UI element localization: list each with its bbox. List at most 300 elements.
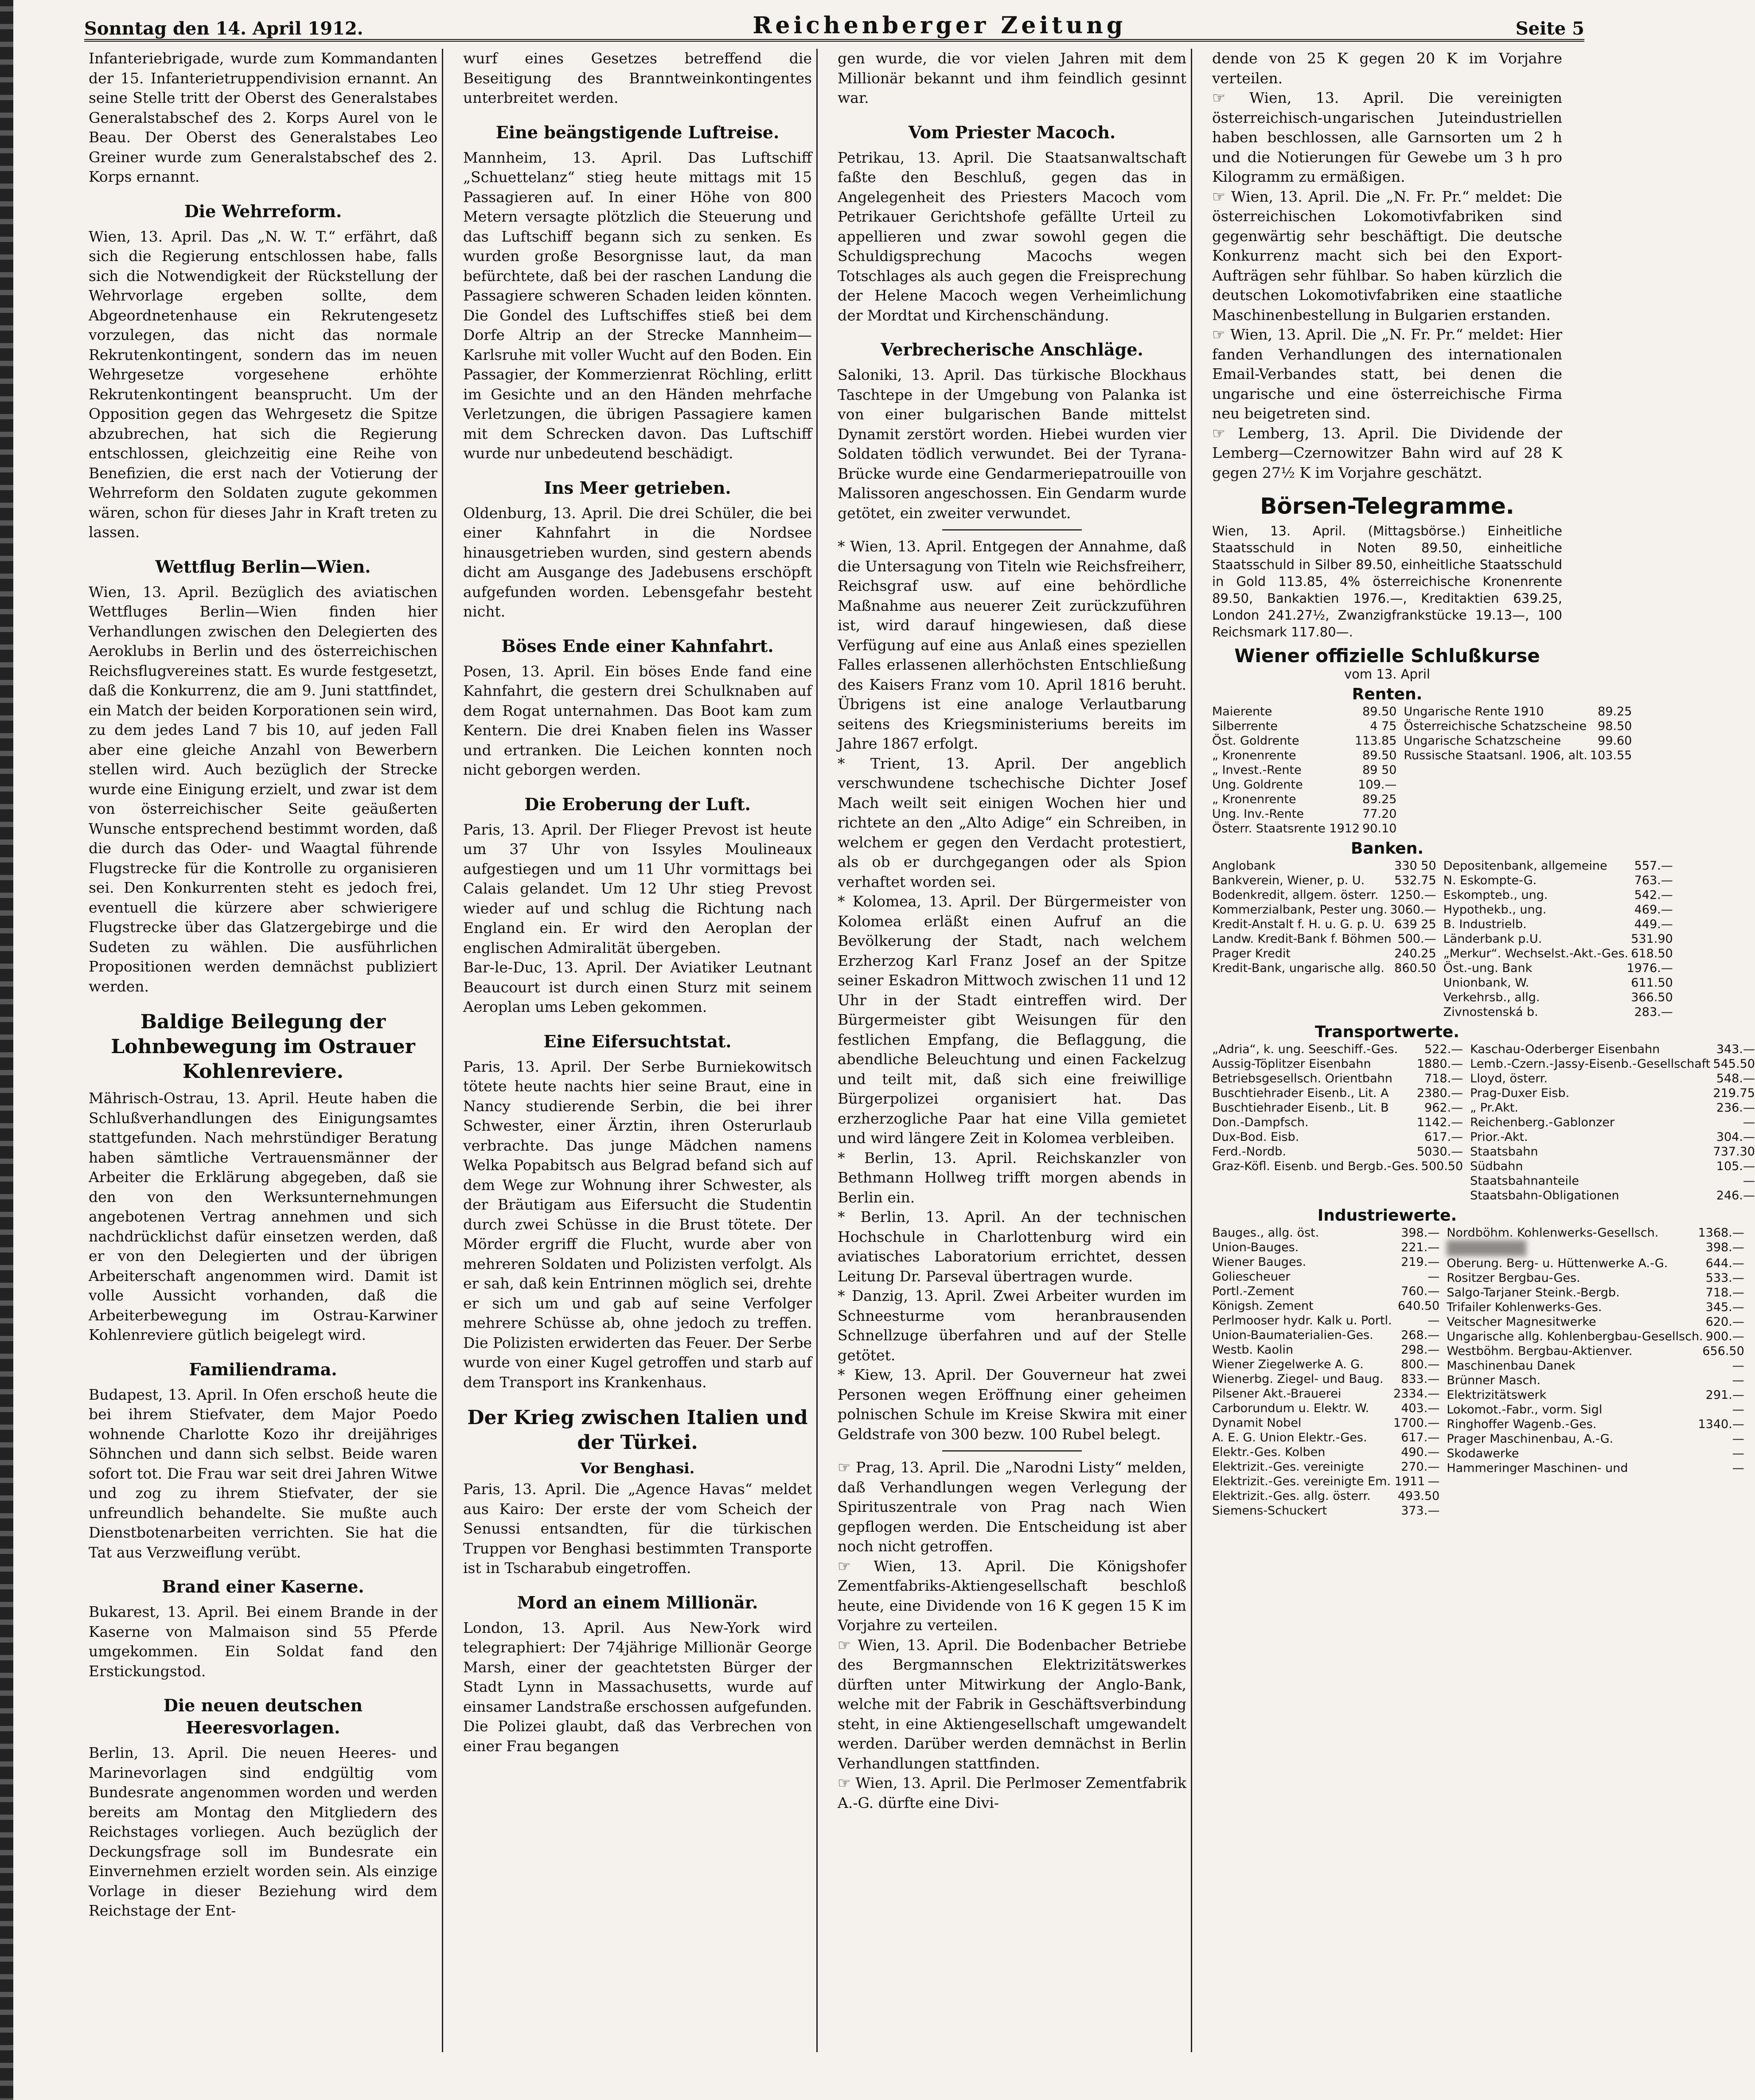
security-name: Kredit-Bank, ungarische allg. [1212, 961, 1384, 975]
table-row [1470, 1130, 1755, 1144]
table-row [1447, 1446, 1744, 1461]
security-price: — [1743, 1116, 1755, 1129]
table-row [1447, 1256, 1744, 1271]
security-price: 640.50 [1397, 1299, 1440, 1313]
table-column [1404, 704, 1632, 836]
news-item: * Wien, 13. April. Entgegen der Annahme, daß die Untersagung von Titeln wie Reichsfreiherr, Reichsgraf usw. auf eine behördliche Maßnahme aus neuerer Zeit zurückzuführen ist, wird darauf hingewiesen, daß diese Verfügung auf eine aus Anlaß eines speziellen Falles erlassenen allerhöchsten Entschließung des Kaisers Franz vom 10. April 1816 beruht. Übrigens ist eine analoge Verlautbarung seitens des Kriegsministeriums bereits im Jahre 1867 erfolgt. [838, 538, 1186, 752]
section-renten: Renten. [1352, 685, 1423, 703]
security-price: 398.— [1705, 1241, 1744, 1254]
security-name: N. Eskompte-G. [1443, 874, 1537, 887]
table-row [1447, 1315, 1744, 1329]
binding-edge [0, 0, 13, 2100]
table-row [1443, 888, 1673, 902]
table-row [1212, 1489, 1439, 1503]
table-row [1212, 1071, 1463, 1086]
security-name: Lloyd, österr. [1470, 1072, 1548, 1085]
security-price: 542.— [1634, 888, 1673, 902]
table-row [1447, 1240, 1744, 1256]
security-name: Landw. Kredit-Bank f. Böhmen [1212, 932, 1392, 946]
security-price: 900.— [1705, 1330, 1744, 1343]
table-row [1404, 719, 1632, 734]
table-row [1212, 792, 1396, 807]
table-transport [1212, 1042, 1755, 1203]
security-price: 656.50 [1702, 1344, 1744, 1358]
security-price: 617.— [1401, 1431, 1440, 1444]
table-row [1212, 1269, 1439, 1284]
table-row [1404, 704, 1632, 719]
table-column [1212, 1226, 1439, 1518]
security-name: Elektrizit.-Ges. vereinigte Em. 1911 [1212, 1475, 1425, 1488]
security-price: 99.60 [1598, 734, 1632, 748]
security-name: Veitscher Magnesitwerke [1447, 1315, 1596, 1329]
table-row [1470, 1086, 1755, 1101]
security-name: Dynamit Nobel [1212, 1416, 1302, 1430]
column-1 [84, 49, 443, 2052]
table-row [1212, 1042, 1463, 1057]
columns [84, 49, 1755, 2052]
table-row [1212, 859, 1436, 873]
security-price: 611.50 [1631, 976, 1673, 990]
security-price: 1976.— [1626, 961, 1673, 975]
table-row [1212, 873, 1436, 888]
table-row [1447, 1373, 1744, 1388]
table-row [1443, 917, 1673, 932]
security-name: Graz-Köfl. Eisenb. und Bergb.-Ges. [1212, 1159, 1419, 1173]
section-industrie: Industriewerte. [1317, 1206, 1457, 1225]
security-price: — [1732, 1374, 1744, 1387]
table-renten [1212, 704, 1632, 836]
security-price: 718.— [1424, 1072, 1463, 1085]
security-name: Buschtiehrader Eisenb., Lit. A [1212, 1086, 1389, 1100]
table-row [1212, 1159, 1463, 1174]
table-row [1443, 961, 1673, 976]
security-price: 268.— [1401, 1328, 1440, 1342]
security-name: Öst.-ung. Bank [1443, 961, 1533, 975]
table-row [1212, 719, 1396, 734]
headline-heeresvorlagen: Die neuen deutschen Heeresvorlagen. [163, 1695, 363, 1737]
security-name: Reichenberg.-Gablonzer [1470, 1116, 1615, 1129]
security-price: 109.— [1358, 778, 1397, 792]
security-name: Hammeringer Maschinen- und [1447, 1461, 1628, 1475]
table-row [1212, 1057, 1463, 1071]
article-meer: Oldenburg, 13. April. Die drei Schüler, die bei einer Kahnfahrt in die Nordsee hinausgetrieben wurden, sind gestern abends dicht am Ausgange des Jadebusens erschöpft aufgefunden worden. Lebensgefahr besteht nicht. [463, 504, 812, 620]
security-price: 2380.— [1416, 1086, 1463, 1100]
table-column [1212, 859, 1436, 1019]
article-krieg: Paris, 13. April. Die „Agence Havas“ meldet aus Kairo: Der erste der vom Scheich der Senussi entsandten, für die türkischen Truppen vor Benghasi bestimmten Transporte ist in Tscharabub eingetroffen. [463, 1480, 812, 1577]
table-row [1212, 807, 1396, 821]
security-name: Lokomot.-Fabr., vorm. Sigl [1447, 1403, 1603, 1417]
table-row [1470, 1057, 1755, 1071]
security-price: 760.— [1401, 1284, 1440, 1298]
table-row [1447, 1300, 1744, 1315]
security-price: 291.— [1705, 1388, 1744, 1402]
table-row [1447, 1432, 1744, 1446]
table-row [1447, 1388, 1744, 1402]
table-row [1447, 1358, 1744, 1373]
security-price: 77.20 [1362, 807, 1397, 821]
article-continuation: wurf eines Gesetzes betreffend die Beseitigung des Branntweinkontingentes unterbreitet werden. [463, 50, 812, 106]
headline-familiendrama: Familiendrama. [189, 1359, 337, 1379]
security-price: 833.— [1401, 1372, 1440, 1386]
table-row [1447, 1461, 1744, 1475]
table-row [1447, 1402, 1744, 1417]
security-name: Hypothekb., ung. [1443, 903, 1547, 917]
security-price: 246.— [1716, 1189, 1755, 1202]
security-price: 531.90 [1631, 932, 1673, 946]
headline-priester-macoch: Vom Priester Macoch. [908, 122, 1116, 142]
page-number: Seite 5 [1515, 18, 1584, 39]
security-price: 1700.— [1393, 1416, 1440, 1430]
security-price: 113.85 [1354, 734, 1397, 748]
table-row [1470, 1115, 1755, 1130]
security-name: Union-Bauges. [1212, 1241, 1299, 1254]
security-price: 500.50 [1421, 1159, 1463, 1173]
security-price: 617.— [1424, 1130, 1463, 1144]
article-wettflug: Wien, 13. April. Bezüglich des aviatischen Wettfluges Berlin—Wien finden hier Verhandlungen zwischen den Delegierten des Aeroklubs in Berlin und des österreichischen Reichsflugvereines statt. Es wurde festgesetzt, daß die Konkurrenz, die am 9. Juni stattfindet, ein Match der beiden Korporationen sein wird, zu dem jedes Land 7 bis 10, auf jeden Fall aber eine gleiche Anzahl von Bewerbern stellen wird. Auch bezüglich der Strecke wurde eine Einigung erzielt, und zwar ist dem von österreichischer Seite geäußerten Wunsche entsprechend bestimmt worden, daß die durch das Oder- und Waagtal führende Flugstrecke für die Kontrolle zu organisieren sei. Den Konkurrenten steht es jedoch frei, eventuell die kürzere aber schwierigere Flugstrecke über das Glatzergebirge und die Sudeten zu wählen. Die ausführlichen Propositionen werden demnächst publiziert werden. [89, 583, 437, 995]
table-row [1212, 1357, 1439, 1372]
security-price: 639 25 [1394, 917, 1436, 931]
security-price: 90.10 [1362, 822, 1397, 835]
security-price: 3060.— [1390, 903, 1436, 917]
headline-eroberung-luft: Die Eroberung der Luft. [524, 794, 751, 814]
security-price: 1142.— [1416, 1116, 1463, 1129]
table-row [1212, 1386, 1439, 1401]
security-price: 330 50 [1394, 859, 1436, 873]
table-row [1470, 1159, 1755, 1174]
security-name: Brünner Masch. [1447, 1374, 1541, 1387]
table-row [1212, 1474, 1439, 1489]
table-row [1212, 734, 1396, 748]
table-row [1212, 821, 1396, 836]
news-item: * Trient, 13. April. Der angeblich verschwundene tschechische Dichter Josef Mach weilt seit einigen Wochen hier und richtete an den „Alto Adige“ ein Schreiben, in welchem er gegen den Verdacht protestiert, als ob er durchgegangen oder als Spion verhaftet worden sei. [838, 754, 1186, 890]
column-3 [833, 49, 1192, 2052]
security-price: 304.— [1716, 1130, 1755, 1144]
section-banken: Banken. [1350, 839, 1424, 858]
security-name: Wiener Bauges. [1212, 1255, 1306, 1269]
table-row [1404, 748, 1632, 763]
security-name: Westböhm. Bergbau-Aktienver. [1447, 1344, 1633, 1358]
security-name: Silberrente [1212, 719, 1278, 733]
security-name: „ Pr.Akt. [1470, 1101, 1519, 1115]
security-name: Buschtiehrader Eisenb., Lit. B [1212, 1101, 1389, 1115]
security-price: 2334.— [1393, 1387, 1440, 1401]
security-price: 500.— [1397, 932, 1436, 946]
security-name: Perlmooser hydr. Kalk u. Portl. [1212, 1314, 1392, 1327]
security-name: Salgo-Tarjaner Steink.-Bergb. [1447, 1286, 1620, 1300]
security-name: Bankverein, Wiener, p. U. [1212, 874, 1365, 887]
security-price: 533.— [1705, 1271, 1744, 1285]
table-column [1470, 1042, 1755, 1203]
security-price: 763.— [1634, 874, 1673, 887]
table-row [1212, 1401, 1439, 1416]
security-price: 345.— [1705, 1300, 1744, 1314]
table-row [1447, 1285, 1744, 1300]
article-familiendrama: Budapest, 13. April. In Ofen erschoß heute die bei ihrem Stiefvater, dem Major Poedo wohnende Charlotte Kozo ihr dreijähriges Söhnchen und dann sich selbst. Beide waren sofort tot. Die Frau war seit drei Jahren Witwe und zog zu ihrem Stiefvater, der sie unfreundlich behandelte. Sie mußte auch Dienstbotenarbeiten verrichten. Sie hat die Tat aus Verzweiflung verübt. [89, 1386, 437, 1561]
security-price: 618.50 [1631, 947, 1673, 960]
security-price: 1250.— [1390, 888, 1436, 902]
security-price: 4 75 [1370, 719, 1397, 733]
security-price: 644.— [1705, 1257, 1744, 1270]
headline-luftreise: Eine beängstigende Luftreise. [495, 122, 780, 142]
security-price: 398.— [1401, 1226, 1440, 1240]
security-price: 962.— [1424, 1101, 1463, 1115]
schlusskurse-headline: Wiener offizielle Schlußkurse [1234, 645, 1540, 667]
security-name: Staatsbahn [1470, 1145, 1538, 1159]
security-name: Rositzer Bergbau-Ges. [1447, 1271, 1580, 1285]
table-industrie [1212, 1226, 1744, 1518]
security-price: 283.— [1634, 1005, 1673, 1019]
security-name: Goliescheuer [1212, 1270, 1291, 1284]
header-date: Sonntag den 14. April 1912. [84, 18, 363, 39]
table-row [1212, 1240, 1439, 1255]
security-name: Skodawerke [1447, 1447, 1519, 1460]
security-name: Österreichische Schatzscheine [1404, 719, 1587, 733]
security-price: — [1732, 1461, 1744, 1475]
article-luftreise: Mannheim, 13. April. Das Luftschiff „Schuettelanz“ stieg heute mittags mit 15 Passagieren auf. In einer Höhe von 800 Metern versagte plötzlich die Steuerung und das Luftschiff begann sich zu senken. Es wurden große Besorgnisse laut, da man befürchtete, daß bei der raschen Landung die Passagiere schweren Schaden leiden könnten. Die Gondel des Luftschiffes stieß bei dem Dorfe Altrip an der Strecke Mannheim—Karlsruhe mit voller Wucht auf den Boden. Ein Passagier, der Kommerzienrat Röchling, erlitt im Gesichte und an den Händen mehrfache Verletzungen, die übrigen Passagiere kamen mit dem Schrecken davon. Das Luftschiff wurde nur unbedeutend beschädigt. [463, 148, 812, 462]
table-row [1212, 1115, 1463, 1130]
newspaper-title: Reichenberger Zeitung [753, 12, 1127, 39]
table-row [1470, 1042, 1755, 1057]
table-row [1212, 888, 1436, 902]
article-eroberung-luft-1: Paris, 13. April. Der Flieger Prevost ist heute um 37 Uhr von Issyles Moulineaux aufgestiegen und um 11 Uhr vormittags bei Calais gelandet. Um 12 Uhr stieg Prevost wieder auf und schlug die Richtung nach England ein. Er wird den Aeroplan der englischen Admiralität übergeben. [463, 820, 812, 956]
security-price: 219.75 [1713, 1086, 1755, 1100]
article-lohnbewegung: Mährisch-Ostrau, 13. April. Heute haben die Schlußverhandlungen des Einigungsamtes stattgefunden. Nach mehrstündiger Beratung haben sämtliche Vertrauensmänner der Arbeiter die Erklärung abgegeben, daß sie den von den Werksunternehmungen angebotenen Vertrag annehmen und sich nachdrücklichst dafür einsetzen werden, daß er von den Delegierten und der übrigen Arbeiterschaft angenommen wird. Damit ist volle Aussicht vorhanden, daß die Arbeiterbewegung im Ostrau-Karwiner Kohlenreviere gütlich beigelegt wird. [89, 1089, 437, 1343]
table-row [1212, 1313, 1439, 1328]
security-name: Don.-Dampfsch. [1212, 1116, 1309, 1129]
security-price: 548.— [1716, 1072, 1755, 1085]
economy-item: ☞ Wien, 13. April. Die Perlmoser Zementfabrik A.-G. dürfte eine Divi- [838, 1774, 1186, 1811]
table-column [1212, 704, 1396, 836]
economy-item: ☞ Wien, 13. April. Die „N. Fr. Pr.“ meldet: Hier fanden Verhandlungen des internationalen Email-Verbandes statt, bei denen die ungarische und eine österreichische Firma neu beigetreten sind. [1212, 326, 1562, 422]
security-name: Prager Kredit [1212, 947, 1291, 960]
security-name: Lemb.-Czern.-Jassy-Eisenb.-Gesellschaft [1470, 1057, 1711, 1071]
security-price: 493.50 [1397, 1489, 1440, 1503]
economy-item: ☞ Wien, 13. April. Die Königshofer Zementfabriks-Aktiengesellschaft beschloß heute, eine Dividende von 16 K gegen 15 K im Vorjahre zu verteilen. [838, 1557, 1186, 1634]
article-wehrreform: Wien, 13. April. Das „N. W. T.“ erfährt, daß sich die Regierung entschlossen habe, falls sich die Notwendigkeit der Rückstellung der Wehrvorlage ergeben sollte, dem Abgeordnetenhause ein Rekrutengesetz vorzulegen, das nicht das normale Rekrutenkontingent, sondern das im neuen Wehrgesetze vorgesehene erhöhte Rekrutenkontingent beansprucht. Um der Opposition gegen das Wehrgesetz die Spitze abzubrechen, hat sich die Regierung entschlossen, gleichzeitig eine Reihe von Benefizien, die erst nach der Votierung der Wehrreform den Soldaten zugute gekommen wären, schon für dieses Jahr in Kraft treten zu lassen. [89, 227, 437, 541]
table-row [1212, 704, 1396, 719]
headline-anschlaege: Verbrecherische Anschläge. [881, 340, 1143, 359]
schlusskurse-date: vom 13. April [1344, 667, 1430, 682]
headline-eifersuchtstat: Eine Eifersuchtstat. [543, 1031, 732, 1051]
headline-krieg: Der Krieg zwischen Italien und der Türkei. [467, 1406, 808, 1454]
security-name: Elektrizitätswerk [1447, 1388, 1547, 1402]
economy-item: ☞ Prag, 13. April. Die „Narodni Listy“ melden, daß Verhandlungen wegen Verlegung der Spirituszentrale von Prag nach Wien gepflogen werden. Die Entscheidung ist aber noch nicht getroffen. [838, 1459, 1186, 1555]
security-price: 89.25 [1362, 792, 1397, 806]
economy-item: ☞ Lemberg, 13. April. Die Dividende der Lemberg—Czernowitzer Bahn wird auf 28 K gegen 27½ K im Vorjahre geschätzt. [1212, 424, 1562, 481]
table-row [1212, 1343, 1439, 1357]
security-name: Ringhoffer Wagenb.-Ges. [1447, 1417, 1597, 1431]
table-row [1212, 1086, 1463, 1101]
headline-kahnfahrt: Böses Ende einer Kahnfahrt. [501, 636, 774, 656]
headline-mord: Mord an einem Millionär. [517, 1592, 758, 1612]
security-price: 490.— [1401, 1445, 1440, 1459]
security-name: „ Kronenrente [1212, 749, 1296, 762]
security-name: Bauges., allg. öst. [1212, 1226, 1319, 1240]
headline-wehrreform: Die Wehrreform. [184, 201, 342, 221]
security-name: Aussig-Töplitzer Eisenbahn [1212, 1057, 1371, 1071]
security-name: Portl.-Zement [1212, 1284, 1295, 1298]
blurred-text [1447, 1240, 1526, 1256]
security-price: 89.50 [1362, 705, 1397, 718]
news-item: * Danzig, 13. April. Zwei Arbeiter wurden im Schneesturme vom heranbrausenden Schnellzuge überfahren und auf der Stelle getötet. [838, 1287, 1186, 1364]
table-row [1212, 1416, 1439, 1430]
table-row [1212, 1503, 1439, 1518]
security-name: Staatsbahn-Obligationen [1470, 1189, 1619, 1202]
table-row [1470, 1174, 1755, 1188]
security-price: 620.— [1705, 1315, 1744, 1329]
table-row [1447, 1329, 1744, 1344]
security-name: Depositenbank, allgemeine [1443, 859, 1607, 873]
table-row [1447, 1417, 1744, 1432]
table-row [1404, 734, 1632, 748]
security-price: 469.— [1634, 903, 1673, 917]
security-price: 737.30 [1713, 1145, 1755, 1159]
security-price: 718.— [1705, 1286, 1744, 1300]
security-price: — [1427, 1314, 1440, 1327]
security-price: — [1732, 1447, 1744, 1460]
table-row [1212, 1101, 1463, 1115]
security-name: Zivnostenská b. [1443, 1005, 1538, 1019]
news-item: * Berlin, 13. April. Reichskanzler von Bethmann Hollweg trifft morgen abends in Berlin ein. [838, 1149, 1186, 1206]
section-transport: Transportwerte. [1315, 1023, 1459, 1041]
security-price: 89.50 [1362, 749, 1397, 762]
table-row [1212, 777, 1396, 792]
article-kahnfahrt: Posen, 13. April. Ein böses Ende fand eine Kahnfahrt, die gestern drei Schulknaben auf dem Rogat unternahmen. Das Boot kam zum Kentern. Die drei Knaben fielen ins Wasser und ertranken. Die Leichen konnten noch nicht geborgen werden. [463, 662, 812, 778]
security-name: Südbahn [1470, 1159, 1523, 1173]
economy-item: ☞ Wien, 13. April. Die Bodenbacher Betriebe des Bergmannschen Elektrizitätswerkes dürften unter Mitwirkung der Anglo-Bank, welche mit der Fabrik in Geschäftsverbindung steht, in eine Aktiengesellschaft umgewandelt werden. Darüber werden demnächst in Berlin Verhandlungen stattfinden. [838, 1636, 1186, 1772]
security-name: Verkehrsb., allg. [1443, 991, 1540, 1004]
article-brand-kaserne: Bukarest, 13. April. Bei einem Brande in der Kaserne von Malmaison sind 55 Pferde umgekommen. Ein Soldat fand den Erstickungstod. [89, 1603, 437, 1680]
security-price: — [1732, 1432, 1744, 1446]
security-name: Anglobank [1212, 859, 1276, 873]
security-name: Länderbank p.U. [1443, 932, 1542, 946]
security-name: Oberung. Berg- u. Hüttenwerke A.-G. [1447, 1257, 1668, 1270]
table-row [1470, 1071, 1755, 1086]
security-name: Wienerbg. Ziegel- und Baug. [1212, 1372, 1384, 1386]
security-price: 103.55 [1590, 749, 1632, 762]
table-row [1443, 976, 1673, 990]
security-name: „ Kronenrente [1212, 792, 1296, 806]
security-price: 1340.— [1698, 1417, 1744, 1431]
article-mord: London, 13. April. Aus New-York wird telegraphiert: Der 74jährige Millionär George Marsh, einer der geachtetsten Bürger der Stadt Lynn in Massachusetts, wurde auf einsamer Landstraße erschossen aufgefunden. Die Polizei glaubt, daß das Verbrechen von einer Frau begangen [463, 1619, 812, 1755]
table-row [1443, 932, 1673, 946]
table-row [1212, 946, 1436, 961]
article-continuation: gen wurde, die vor vielen Jahren mit dem Millionär bekannt und ihm feindlich gesinnt war. [838, 50, 1186, 106]
security-name: Staatsbahnanteile [1470, 1174, 1580, 1188]
table-row [1212, 1372, 1439, 1386]
table-row [1443, 859, 1673, 873]
security-price: 270.— [1401, 1460, 1440, 1474]
security-name: Westb. Kaolin [1212, 1343, 1294, 1357]
security-name: Ferd.-Nordb. [1212, 1145, 1286, 1159]
news-item: * Kiew, 13. April. Der Gouverneur hat zwei Personen wegen Eröffnung einer geheimen polnischen Schule im Kreise Skwira mit einer Geldstrafe von 300 bezw. 100 Rubel belegt. [838, 1366, 1186, 1443]
security-price: 105.— [1716, 1159, 1755, 1173]
table-row [1212, 917, 1436, 932]
table-row [1212, 932, 1436, 946]
security-name: „ Invest.-Rente [1212, 763, 1302, 777]
table-row [1212, 1430, 1439, 1445]
security-price: 403.— [1401, 1401, 1440, 1415]
table-row [1443, 873, 1673, 888]
security-price: 366.50 [1631, 991, 1673, 1004]
security-price: 545.50 [1713, 1057, 1755, 1071]
table-column [1443, 859, 1673, 1019]
security-price: 236.— [1716, 1101, 1755, 1115]
table-row [1470, 1144, 1755, 1159]
security-name: Kredit-Anstalt f. H. u. G. p. U. [1212, 917, 1385, 931]
table-row [1212, 1328, 1439, 1343]
table-row [1212, 902, 1436, 917]
security-name: Betriebsgesellsch. Orientbahn [1212, 1072, 1392, 1085]
table-row [1447, 1344, 1744, 1358]
article-eroberung-luft-2: Bar-le-Duc, 13. April. Der Aviatiker Leutnant Beaucourt ist durch einen Sturz mit seinem Aeroplan ums Leben gekommen. [463, 959, 812, 1015]
security-price: 89.25 [1598, 705, 1632, 718]
security-price: 343.— [1716, 1042, 1755, 1056]
table-row [1212, 1445, 1439, 1460]
security-name [1447, 1240, 1526, 1256]
security-name: Pilsener Akt.-Brauerei [1212, 1387, 1342, 1401]
article-eifersuchtstat: Paris, 13. April. Der Serbe Burniekowitsch tötete heute nachts hier seine Braut, eine in Nancy studierende Serbin, die bei ihrer Schwester, einer Ärztin, ihren Osterurlaub verbrachte. Das junge Mädchen namens Welka Popabitsch aus Belgrad befand sich auf dem Wege zur Wohnung ihrer Schwester, als der Bräutigam aus Eifersucht die Studentin durch zwei Schüsse in die Brust tötete. Der Mörder ergriff die Flucht, wurde aber von mehreren Soldaten und Polizisten verfolgt. Als er sah, daß kein Entrinnen möglich sei, drehte er sich um und gab auf seine Verfolger mehrere Schüsse ab, ohne jedoch zu treffen. Die Polizisten erwiderten das Feuer. Der Serbe wurde von einer Kugel getroffen und starb auf dem Transport ins Krankenhaus. [463, 1058, 812, 1391]
security-price: 298.— [1401, 1343, 1440, 1357]
headline-brand-kaserne: Brand einer Kaserne. [162, 1577, 364, 1596]
table-row [1212, 1255, 1439, 1269]
security-name: Nordböhm. Kohlenwerks-Gesellsch. [1447, 1226, 1659, 1240]
security-price: — [1732, 1403, 1744, 1417]
security-name: Union-Baumaterialien-Ges. [1212, 1328, 1373, 1342]
subheadline-benghasi: Vor Benghasi. [580, 1460, 695, 1477]
column-4 [1208, 49, 1755, 2052]
headline-meer: Ins Meer getrieben. [544, 477, 731, 498]
security-name: Wiener Ziegelwerke A. G. [1212, 1358, 1364, 1371]
security-name: Königsh. Zement [1212, 1299, 1314, 1313]
table-row [1470, 1101, 1755, 1115]
article-continuation: dende von 25 K gegen 20 K im Vorjahre verteilen. [1212, 50, 1562, 87]
headline-wettflug: Wettflug Berlin—Wien. [155, 556, 371, 577]
security-price: 1880.— [1416, 1057, 1463, 1071]
security-price: 219.— [1401, 1255, 1440, 1269]
security-price: — [1427, 1270, 1440, 1284]
headline-lohnbewegung: Baldige Beilegung der Lohnbewegung im Ostrauer Kohlenreviere. [111, 1011, 415, 1083]
table-row [1212, 1130, 1463, 1144]
security-name: Prag-Duxer Eisb. [1470, 1086, 1570, 1100]
divider [942, 1450, 1082, 1452]
security-name: Ung. Goldrente [1212, 778, 1303, 792]
security-name: Carborundum u. Elektr. W. [1212, 1401, 1369, 1415]
table-row [1212, 961, 1436, 976]
security-name: „Adria“, k. ung. Seeschiff.-Ges. [1212, 1042, 1398, 1056]
security-price: 449.— [1634, 917, 1673, 931]
security-price: 240.25 [1394, 947, 1436, 960]
security-name: Prior.-Akt. [1470, 1130, 1528, 1144]
security-name: Kommerzialbank, Pester ung. [1212, 903, 1388, 917]
security-price: 373.— [1401, 1504, 1440, 1518]
table-row [1212, 1284, 1439, 1299]
security-price: 532.75 [1394, 874, 1436, 887]
security-price: 221.— [1401, 1241, 1440, 1254]
article-heeresvorlagen: Berlin, 13. April. Die neuen Heeres- und Marinevorlagen sind endgültig vom Bundesrate angenommen worden und werden bereits am Montag den Mitgliedern des Reichstages vorliegen. Auch bezüglich der Deckungsfrage soll im Bundesrate ein Einvernehmen erzielt worden sein. Als einzige Vorlage in dieser Beziehung wird dem Reichstage der Ent- [89, 1744, 437, 1919]
security-price: 89 50 [1362, 763, 1397, 777]
table-row [1212, 1144, 1463, 1159]
security-name: Bodenkredit, allgem. österr. [1212, 888, 1379, 902]
security-name: Öst. Goldrente [1212, 734, 1299, 748]
security-name: Ungarische Rente 1910 [1404, 705, 1544, 718]
table-column [1447, 1226, 1744, 1518]
security-price: 557.— [1634, 859, 1673, 873]
page-header [84, 10, 1584, 42]
security-price: 522.— [1424, 1042, 1463, 1056]
table-row [1447, 1271, 1744, 1285]
table-row [1443, 946, 1673, 961]
